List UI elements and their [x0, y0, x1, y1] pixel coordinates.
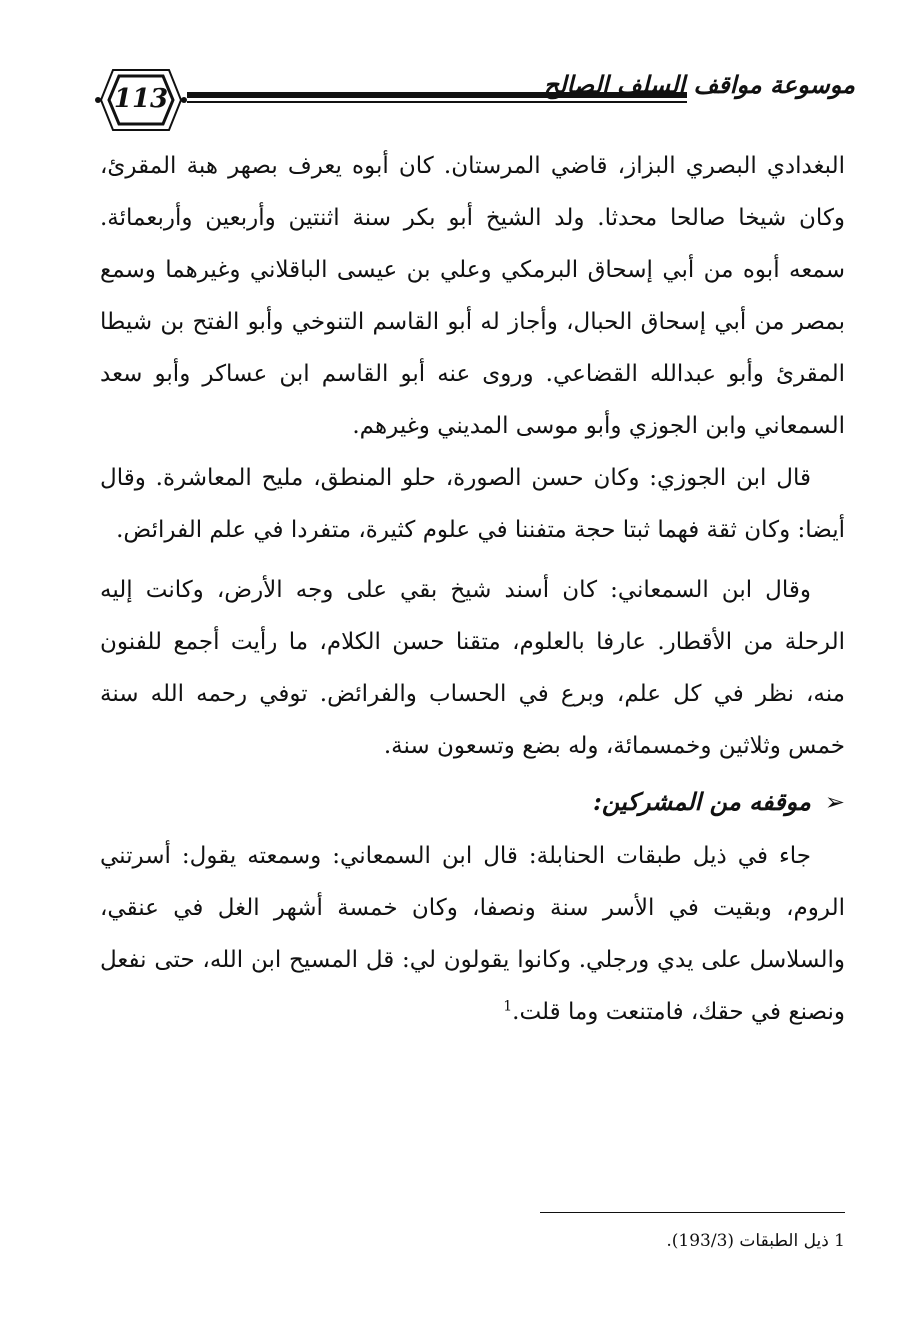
page-number: 113 [113, 84, 169, 114]
series-title: موسوعة مواقف السلف الصالح [543, 70, 855, 99]
main-text [100, 140, 845, 1038]
page-header [95, 66, 855, 136]
paragraph-biography: البغدادي البصري البزاز، قاضي المرستان. كان أبوه يعرف بصهر هبة المقرئ، وكان شيخا صالحا محدثا. ولد الشيخ أبو بكر سنة اثنتين وأربعين وأربعمائة. سمعه أبوه من أبي إسحاق البرمكي وعلي بن عيسى الباقلاني وغيرهما وسمع بمصر من أبي إسحاق الحبال، وأجاز له أبو القاسم التنوخي وأبو الفتح بن شيطا المقرئ وأبو عبدالله القضاعي. وروى عنه أبو القاسم ابن عساكر وأبو سعد السمعاني وابن الجوزي وأبو موسى المديني وغيرهم. [100, 153, 845, 439]
paragraph-ibn-al-samani: وقال ابن السمعاني: كان أسند شيخ بقي على وجه الأرض، وكانت إليه الرحلة من الأقطار. عارفا بالعلوم، متقنا حسن الكلام، ما رأيت أجمع للفنون منه، نظر في كل علم، وبرع في الحساب والفرائض. توفي رحمه الله سنة خمس وثلاثين وخمسمائة، وله بضع وتسعون سنة. [100, 577, 845, 759]
footnote: 1 ذيل الطبقات (193/3). [666, 1231, 845, 1251]
footnote-marker: 1 [503, 998, 513, 1015]
paragraph-ibn-al-jawzi: قال ابن الجوزي: وكان حسن الصورة، حلو المنطق، مليح المعاشرة. وقال أيضا: وكان ثقة فهما ثبتا حجة متفننا في علوم كثيرة، متفردا في علم الفرائض. [100, 465, 845, 543]
paragraph-captivity [100, 830, 845, 1038]
arrow-bullet-icon: ➢ [824, 788, 845, 816]
page-number-badge [95, 66, 187, 134]
section-heading [100, 776, 845, 828]
section-heading-text: موقفه من المشركين: [593, 787, 811, 816]
footnote-rule [540, 1212, 845, 1213]
paragraph-captivity-text: جاء في ذيل طبقات الحنابلة: قال ابن السمعاني: وسمعته يقول: أسرتني الروم، وبقيت في الأسر سنة ونصفا، وكان خمسة أشهر الغل في عنقي، والسلاسل على يدي ورجلي. وكانوا يقولون لي: قل المسيح ابن الله، حتى نفعل ونصنع في حقك، فامتنعت وما قلت. [100, 843, 845, 1025]
